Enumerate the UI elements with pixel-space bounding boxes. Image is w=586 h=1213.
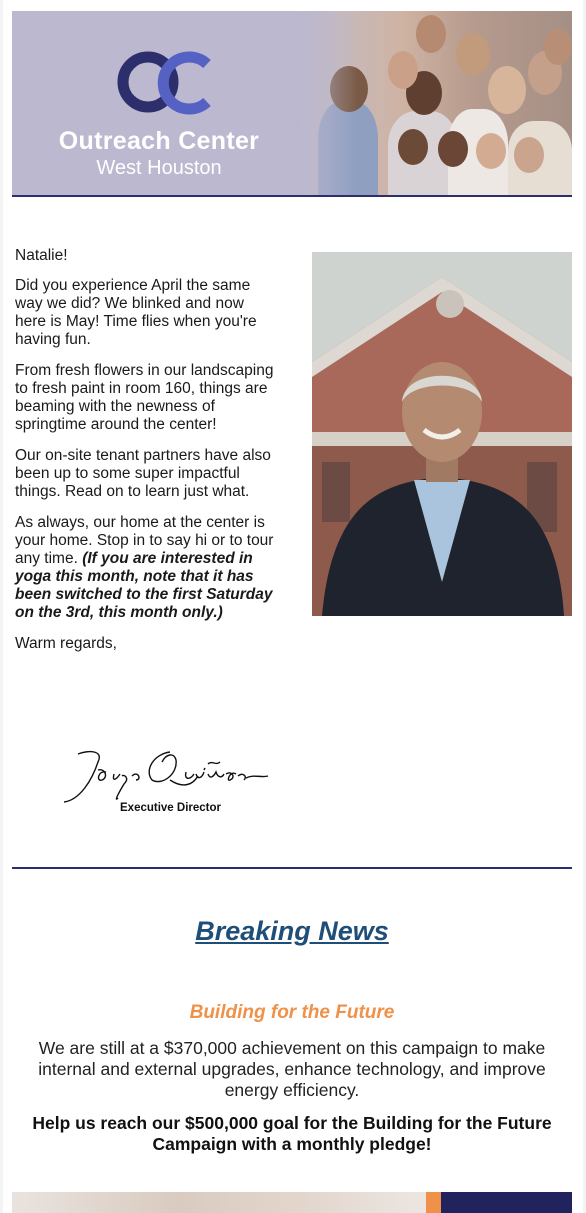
brand-name: Outreach Center <box>58 127 260 155</box>
campaign-subheading: Building for the Future <box>189 1002 395 1023</box>
yoga-note: (If you are interested in yoga this month, note that it has been switched to the first Saturday on the 3rd, this month only.) <box>15 550 273 621</box>
campaign-body: We are still at a $370,000 achievement on this campaign to make internal and external upgrades, enhance technology, and improve energy efficiency. <box>38 1038 546 1100</box>
banner-divider <box>12 195 572 197</box>
greeting: Natalie! <box>15 247 68 264</box>
letter-paragraph: From fresh flowers in our landscaping to fresh paint in room 160, things are beaming with the newness of springtime around the center! <box>15 362 274 433</box>
group-photo <box>288 11 572 195</box>
brand-subtitle: West Houston <box>96 157 222 179</box>
pledge-call-to-action: Help us reach our $500,000 goal for the Building for the Future Campaign with a monthly pledge! <box>32 1113 552 1154</box>
signoff: Warm regards, <box>15 635 117 652</box>
letter-paragraph: Our on-site tenant partners have also been up to some super impactful things. Read on to learn just what. <box>15 447 271 500</box>
director-letter <box>15 247 277 666</box>
header-banner <box>12 11 572 195</box>
breaking-news-heading[interactable]: Breaking News <box>195 916 389 946</box>
next-section-preview <box>12 1192 572 1213</box>
signature-title: Executive Director <box>120 802 221 814</box>
letter-paragraph: Did you experience April the same way we did? We blinked and now here is May! Time flies when you're having fun. <box>15 277 257 348</box>
oc-monogram-icon <box>115 44 219 124</box>
section-divider <box>12 867 572 869</box>
director-signature <box>58 740 273 810</box>
left-edge <box>0 0 3 1213</box>
director-portrait <box>312 252 572 616</box>
closing-text: As always, our home at the center is your home. Stop in to say hi or to tour any time. <box>15 514 274 567</box>
letter-paragraph <box>15 514 277 622</box>
